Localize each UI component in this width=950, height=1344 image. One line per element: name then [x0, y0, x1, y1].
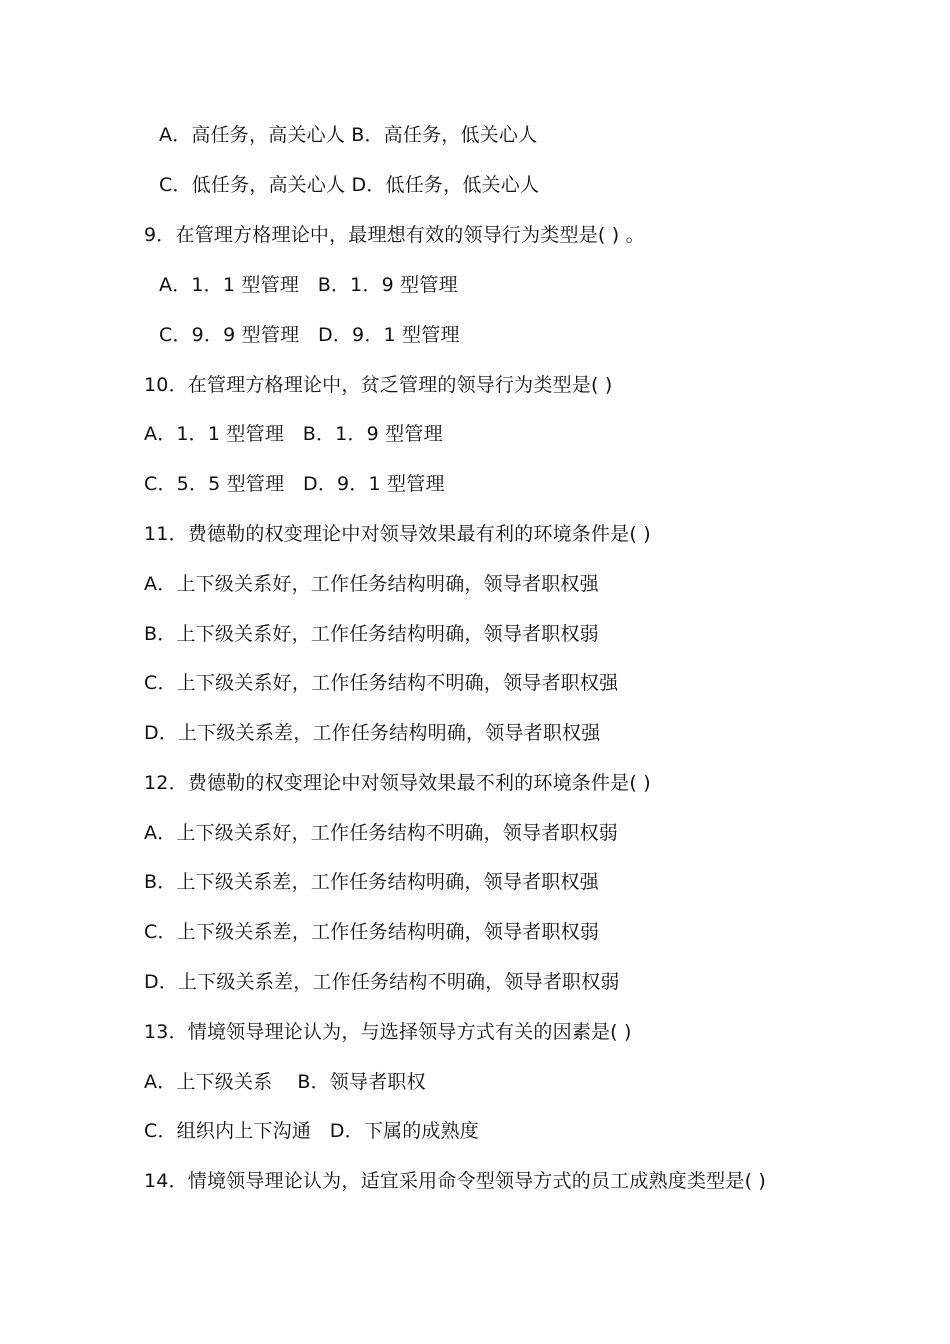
question-9: 9．在管理方格理论中，最理想有效的领导行为类型是( ) 。	[144, 224, 645, 246]
q8-option-cd: C．低任务，高关心人 D．低任务，低关心人	[159, 174, 540, 196]
question-10: 10．在管理方格理论中，贫乏管理的领导行为类型是( )	[144, 374, 613, 396]
question-14: 14．情境领导理论认为，适宜采用命令型领导方式的员工成熟度类型是( )	[144, 1170, 767, 1192]
question-12: 12．费德勒的权变理论中对领导效果最不利的环境条件是( )	[144, 772, 651, 794]
q12-option-b: B．上下级关系差，工作任务结构明确，领导者职权强	[144, 871, 599, 893]
question-11: 11．费德勒的权变理论中对领导效果最有利的环境条件是( )	[144, 523, 651, 545]
q10-option-cd: C．5．5 型管理 D．9．1 型管理	[144, 473, 445, 495]
q12-option-a: A．上下级关系好，工作任务结构不明确，领导者职权弱	[144, 822, 618, 844]
q11-option-a: A．上下级关系好，工作任务结构明确，领导者职权强	[144, 573, 599, 595]
q12-option-c: C．上下级关系差，工作任务结构明确，领导者职权弱	[144, 921, 600, 943]
q11-option-b: B．上下级关系好，工作任务结构明确，领导者职权弱	[144, 623, 599, 645]
q10-option-ab: A．1．1 型管理 B．1．9 型管理	[144, 423, 443, 445]
q9-option-cd: C．9．9 型管理 D．9．1 型管理	[159, 324, 460, 346]
q13-option-cd: C．组织内上下沟通 D．下属的成熟度	[144, 1120, 480, 1142]
q11-option-d: D．上下级关系差，工作任务结构明确，领导者职权强	[144, 722, 601, 744]
q8-option-ab: A．高任务，高关心人 B．高任务，低关心人	[159, 124, 538, 146]
q13-option-ab: A．上下级关系 B．领导者职权	[144, 1071, 426, 1093]
question-13: 13．情境领导理论认为，与选择领导方式有关的因素是( )	[144, 1021, 632, 1043]
q11-option-c: C．上下级关系好，工作任务结构不明确，领导者职权强	[144, 672, 619, 694]
q12-option-d: D．上下级关系差，工作任务结构不明确，领导者职权弱	[144, 971, 620, 993]
q9-option-ab: A．1．1 型管理 B．1．9 型管理	[159, 274, 458, 296]
